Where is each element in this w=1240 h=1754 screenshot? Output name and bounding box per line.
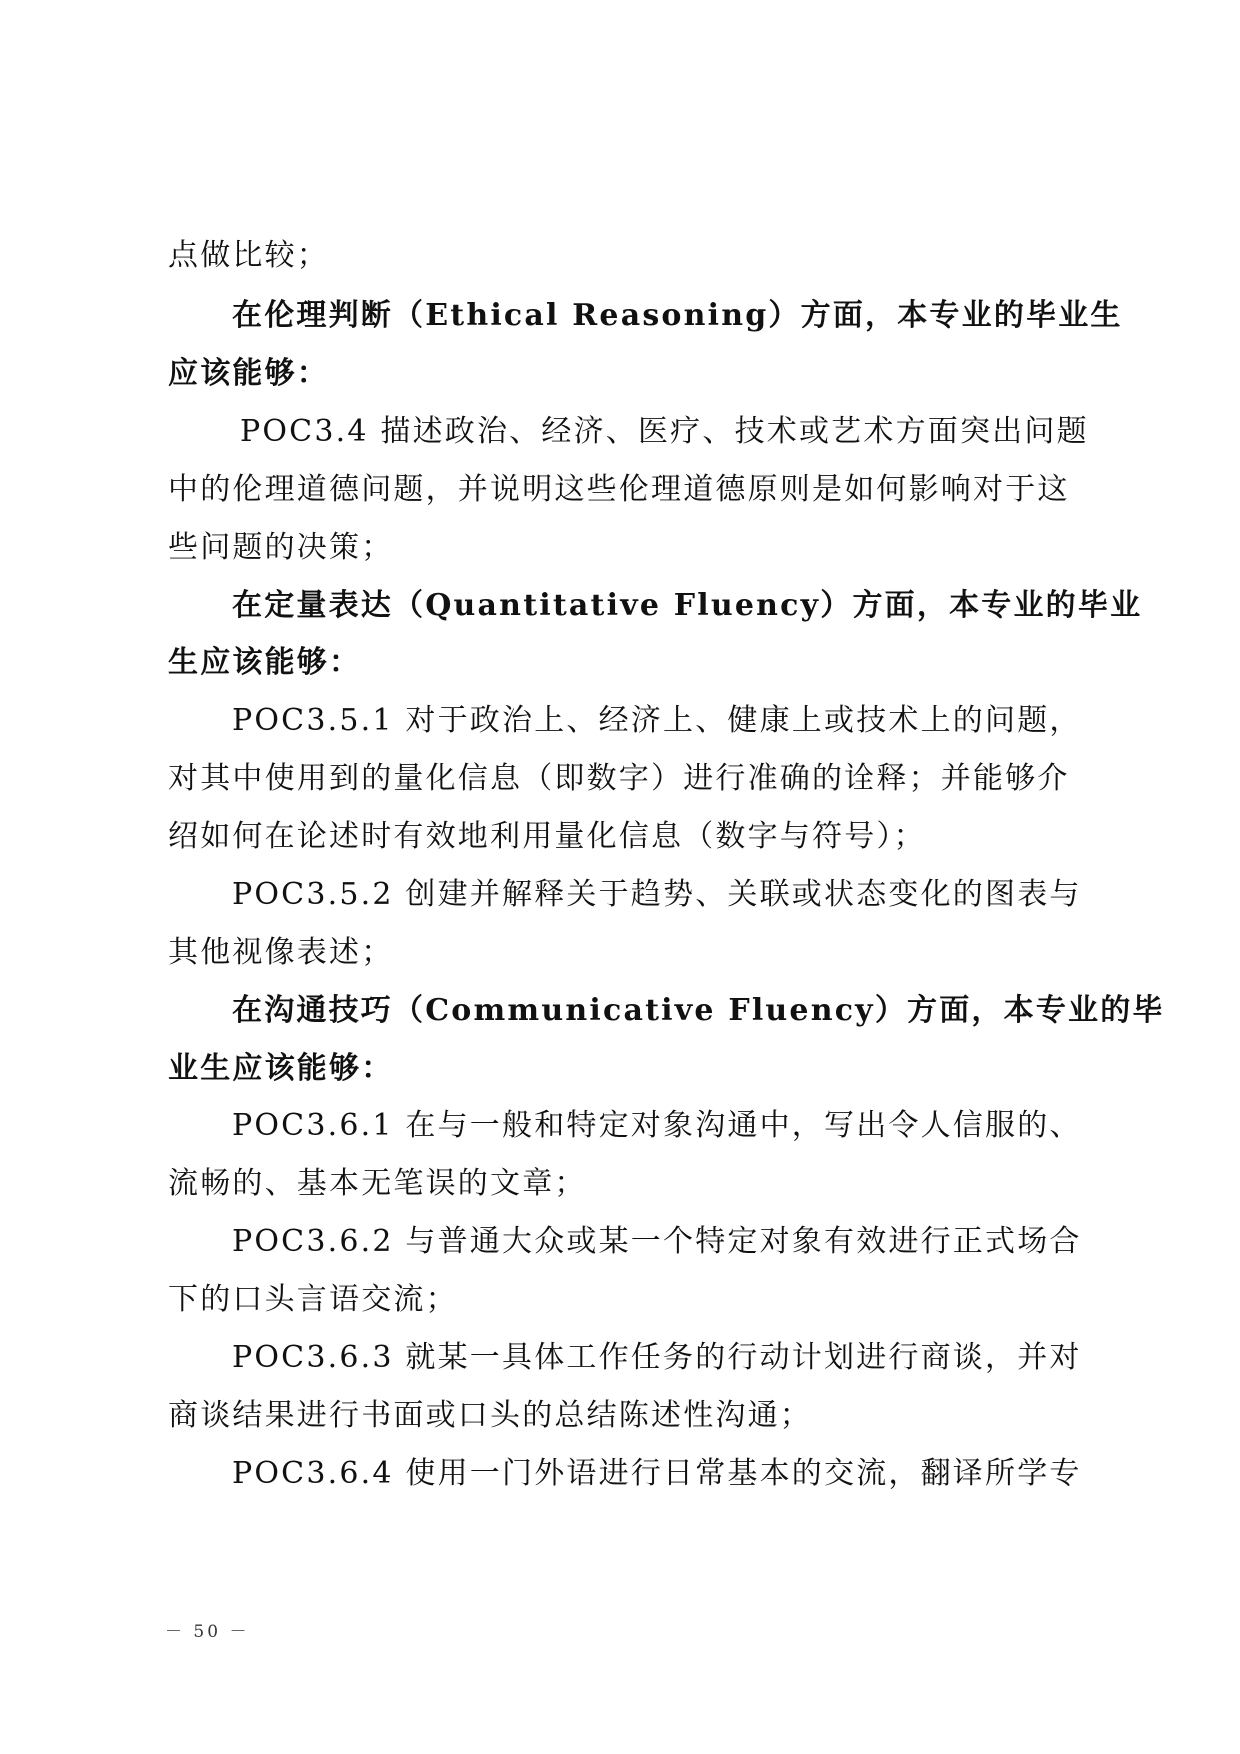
- item-poc3-6-2-cont: 下的口头言语交流；: [168, 1282, 458, 1317]
- text-line: 点做比较；: [168, 238, 329, 273]
- item-poc3-4: POC3.4 描述政治、经济、医疗、技术或艺术方面突出问题: [240, 414, 1089, 449]
- item-poc3-6-3-cont: 商谈结果进行书面或口头的总结陈述性沟通；: [168, 1398, 812, 1433]
- section-heading-quantitative-fluency: 在定量表达（Quantitative Fluency）方面，本专业的毕业: [232, 588, 1143, 623]
- page-number: － 50 －: [165, 1622, 250, 1642]
- item-poc3-4-cont: 中的伦理道德问题，并说明这些伦理道德原则是如何影响对于这: [168, 472, 1070, 507]
- section-heading-communicative-fluency-cont: 业生应该能够：: [168, 1051, 394, 1086]
- item-poc3-6-3: POC3.6.3 就某一具体工作任务的行动计划进行商谈，并对: [232, 1340, 1082, 1375]
- section-heading-communicative-fluency: 在沟通技巧（Communicative Fluency）方面，本专业的毕: [232, 993, 1165, 1028]
- item-poc3-5-1-cont: 绍如何在论述时有效地利用量化信息（数字与符号）；: [168, 819, 926, 854]
- item-poc3-6-2: POC3.6.2 与普通大众或某一个特定对象有效进行正式场合: [232, 1224, 1082, 1259]
- section-heading-quantitative-fluency-cont: 生应该能够：: [168, 645, 362, 680]
- item-poc3-5-1-cont: 对其中使用到的量化信息（即数字）进行准确的诠释；并能够介: [168, 761, 1070, 796]
- item-poc3-5-2-cont: 其他视像表述；: [168, 935, 394, 970]
- item-poc3-6-1: POC3.6.1 在与一般和特定对象沟通中，写出令人信服的、: [232, 1108, 1082, 1143]
- item-poc3-6-4: POC3.6.4 使用一门外语进行日常基本的交流，翻译所学专: [232, 1456, 1082, 1491]
- item-poc3-5-1: POC3.5.1 对于政治上、经济上、健康上或技术上的问题，: [232, 703, 1082, 738]
- item-poc3-6-1-cont: 流畅的、基本无笔误的文章；: [168, 1166, 587, 1201]
- item-poc3-4-cont: 些问题的决策；: [168, 530, 394, 565]
- section-heading-ethical-reasoning-cont: 应该能够：: [168, 356, 329, 391]
- item-poc3-5-2: POC3.5.2 创建并解释关于趋势、关联或状态变化的图表与: [232, 877, 1082, 912]
- section-heading-ethical-reasoning: 在伦理判断（Ethical Reasoning）方面，本专业的毕业生: [232, 298, 1123, 333]
